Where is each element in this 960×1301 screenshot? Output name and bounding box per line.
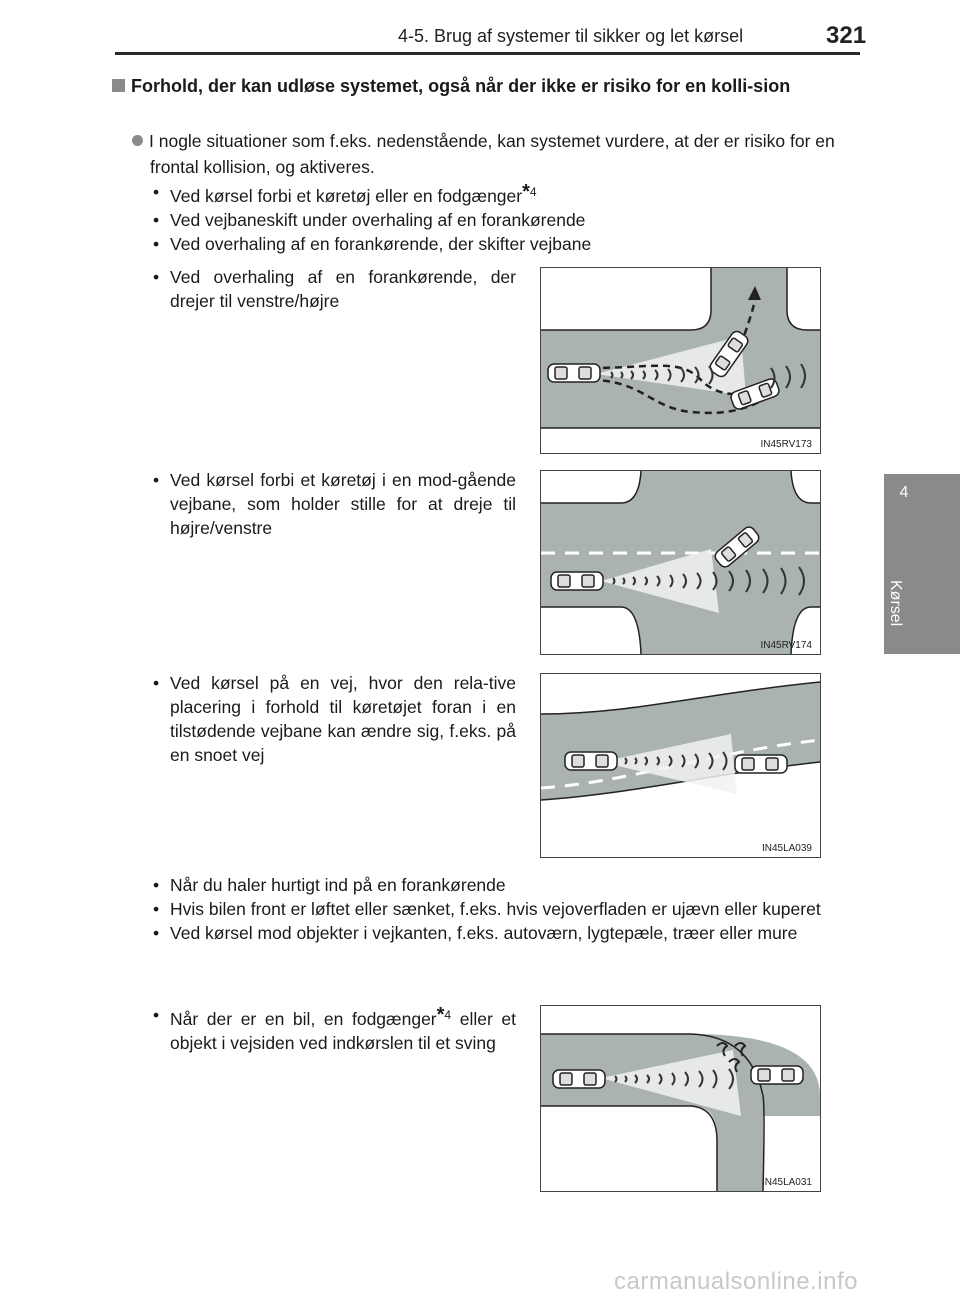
list-item: • Ved kørsel mod objekter i vejkanten, f.eks. autoværn, lygtepæle, træer eller mure	[150, 921, 840, 945]
list-item: • Ved overhaling af en forankørende, der drejer til venstre/højre	[150, 265, 516, 313]
figure-overtake-turning	[540, 267, 821, 454]
intro-paragraph: I nogle situationer som f.eks. nedenstående, kan systemet vurdere, at der er risiko for en frontal kollision, og aktiveres.	[132, 128, 862, 180]
figure-code: IN45LA039	[761, 843, 812, 854]
chapter-label: Kørsel	[887, 580, 904, 627]
heading-square-icon	[112, 79, 125, 92]
list-item: • Ved kørsel forbi et køretøj i en mod-gående vejbane, som holder stille for at dreje til højre/venstre	[150, 468, 516, 540]
list-item: • Ved vejbaneskift under overhaling af en forankørende	[150, 208, 840, 232]
list-item: • Hvis bilen front er løftet eller sænket, f.eks. hvis vejoverfladen er ujævn eller kuperet	[150, 897, 840, 921]
footnote-ref: 4	[529, 185, 537, 199]
figure-code: IN45LA031	[761, 1177, 812, 1188]
circle-bullet-icon	[132, 135, 143, 146]
asterisk-mark: *	[436, 1004, 445, 1026]
watermark: carmanualsonline.info	[614, 1268, 858, 1295]
figure-item-2-text	[150, 468, 516, 540]
asterisk-mark: *	[522, 181, 530, 203]
figure-code: IN45RV174	[760, 640, 812, 651]
figure-item-4-text	[150, 1003, 516, 1055]
footnote-ref: 4	[444, 1008, 452, 1022]
section-title: 4-5. Brug af systemer til sikker og let kørsel	[398, 26, 744, 46]
list-item: • Når der er en bil, en fodgænger*$^4$ eller et objekt i vejsiden ved indkørslen til et sving	[150, 1003, 516, 1055]
figure-oncoming-stopped	[540, 470, 821, 655]
figure-code: IN45RV173	[760, 439, 812, 450]
figure-item-3-text	[150, 671, 516, 767]
section-heading: Forhold, der kan udløse systemet, også når der ikke er risiko for en kolli-sion	[112, 73, 872, 100]
list-item: • Ved kørsel forbi et køretøj eller en fodgænger*$^4$	[150, 180, 840, 208]
chapter-number: 4	[899, 484, 909, 501]
bullet-list-middle	[150, 873, 840, 945]
header-rule	[115, 52, 860, 55]
bullet-list-top	[150, 180, 840, 256]
figure-curved-road	[540, 673, 821, 858]
figure-item-1-text	[150, 265, 516, 313]
page-number: 321	[826, 22, 867, 49]
list-item: • Ved overhaling af en forankørende, der skifter vejbane	[150, 232, 840, 256]
list-item: • Ved kørsel på en vej, hvor den rela-tive placering i forhold til køretøjet foran i en tilstødende vejbane kan ændre sig, f.eks. på en snoet vej	[150, 671, 516, 767]
list-item: • Når du haler hurtigt ind på en forankørende	[150, 873, 840, 897]
figure-curve-entry	[540, 1005, 821, 1192]
